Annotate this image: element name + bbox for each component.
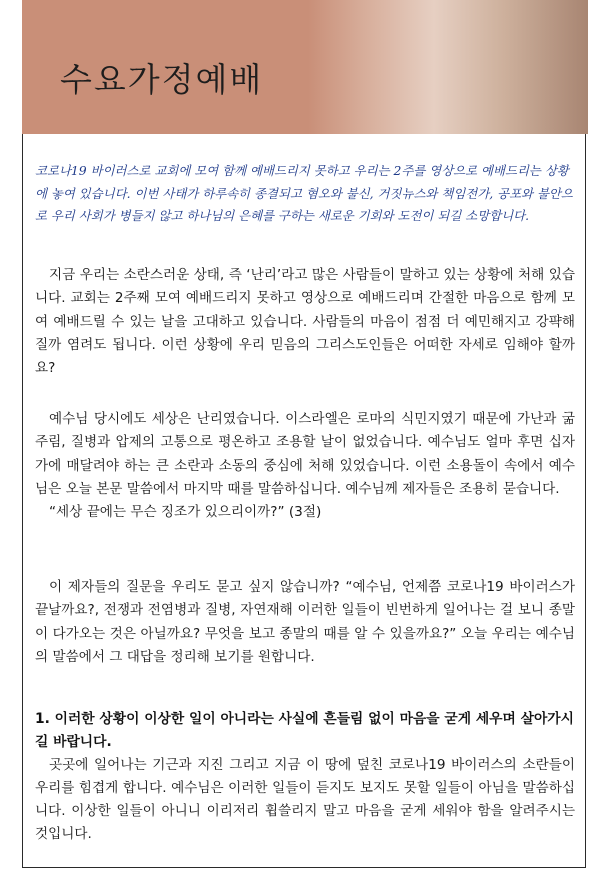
- paragraph-1: [35, 264, 575, 380]
- paragraph-4: [35, 754, 575, 846]
- reading-photo-image: [308, 0, 588, 134]
- scripture-quote: “세상 끝에는 무슨 징조가 있으리이까?” (3절): [49, 504, 322, 521]
- section-heading: 1. 이러한 상황이 이상한 일이 아니라는 사실에 흔들림 없이 마음을 굳게 세우며 살아가시길 바랍니다.: [35, 711, 574, 750]
- paragraph-1-text: 지금 우리는 소란스러운 상태, 즉 ‘난리’라고 많은 사람들이 말하고 있는 상황에 처해 있습니다. 교회는 2주째 모여 예배드리지 못하고 영상으로 예배드리며 간절한 마음으로 함께 모여 예배드릴 수 있는 날을 고대하고 있습니다. 사람들의 마음이 점점 더 예민해지고 강퍅해질까 염려도 됩니다. 이런 상황에 우리 믿음의 그리스도인들은 어떠한 자세로 임해야 할까요?: [35, 267, 575, 377]
- paragraph-3: [35, 576, 575, 669]
- paragraph-4-text: 곳곳에 일어나는 기근과 지진 그리고 지금 이 땅에 덮친 코로나19 바이러스의 소란들이 우리를 힘겹게 합니다. 예수님은 이러한 일들이 듣지도 보지도 못할 일들이 아님을 말씀하십니다. 이상한 일들이 아니니 이리저리 휩쓸리지 말고 마음을 굳게 세워야 함을 알려주시는 것입니다.: [35, 757, 575, 842]
- paragraph-3-text: 이 제자들의 질문을 우리도 묻고 싶지 않습니까? “예수님, 언제쯤 코로나19 바이러스가 끝날까요?, 전쟁과 전염병과 질병, 자연재해 이러한 일들이 빈번하게 일어나는 걸 보니 종말이 다가오는 것은 아닐까요? 무엇을 보고 종말의 때를 알 수 있을까요?” 오늘 우리는 예수님의 말씀에서 그 대답을 정리해 보기를 원합니다.: [35, 579, 575, 665]
- page-title: 수요가정예배: [60, 60, 264, 99]
- paragraph-2-text: 예수님 당시에도 세상은 난리였습니다. 이스라엘은 로마의 식민지였기 때문에 가난과 굶주림, 질병과 압제의 고통으로 평온하고 조용할 날이 없었습니다. 예수님도 얼마 후면 십자가에 매달려야 하는 큰 소란과 소동의 중심에 처해 있었습니다. 이런 소용돌이 속에서 예수님은 오늘 본문 말씀에서 마지막 때를 말씀하십니다. 예수님께 제자들은 조용히 묻습니다.: [35, 411, 575, 497]
- paragraph-2: [35, 408, 575, 524]
- header-banner: [22, 0, 588, 134]
- intro-paragraph: 코로나19 바이러스로 교회에 모여 함께 예배드리지 못하고 우리는 2주를 영상으로 예배드리는 상황에 놓여 있습니다. 이번 사태가 하루속히 종결되고 혐오와 불신, 거짓뉴스와 책임전가, 공포와 불안으로 우리 사회가 병들지 않고 하나님의 은혜를 구하는 새로운 기회와 도전이 되길 소망합니다.: [35, 163, 573, 223]
